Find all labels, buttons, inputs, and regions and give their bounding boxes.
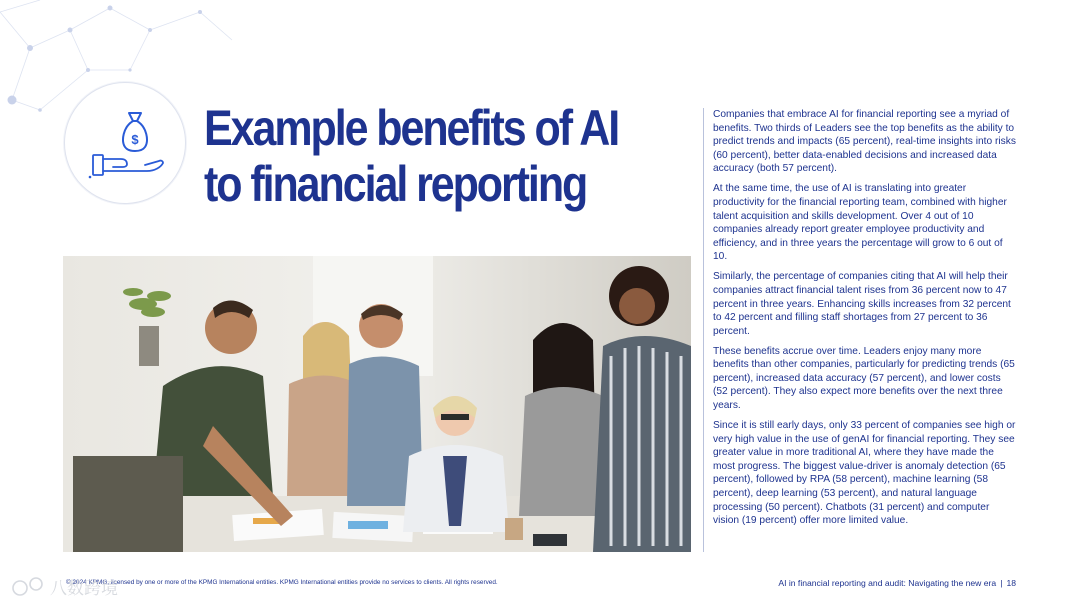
paragraph: Companies that embrace AI for financial reporting see a myriad of benefits. Two thirds of Leaders see the top benefits as the ability to predict trends and impacts (65 percent), real-time insights into risks (60 percent), better data-enabled decisions and increased data accuracy (both 57 percent). <box>713 109 1016 175</box>
team-collaborating-over-documents-photo <box>63 256 691 552</box>
watermark-logo <box>8 570 148 604</box>
paragraph: Similarly, the percentage of companies citing that AI will help their companies attract financial talent rises from 36 percent now to 47 percent in three years. Enhancing skills increases from 32 percent to 42 percent and filling staff shortages from 27 percent to 36 percent. <box>713 271 1011 337</box>
paragraph: Since it is still early days, only 33 percent of companies see high or very high value in the use of genAI for financial reporting. They see greater value in more traditional AI, where they have made the most progress. The biggest value-driver is anomaly detection (65 percent), followed by RPA (58 percent), machine learning (58 percent), deep learning (53 percent), and natural language processing (50 percent). Chatbots (31 percent) and computer vision (19 percent) offer more limited value. <box>713 420 1016 527</box>
paragraph: At the same time, the use of AI is translating into greater productivity for the financial reporting team, combined with higher talent acquisition and skills development. Over 4 out of 10 companies already report greater employee productivity and efficiency, and in three years the percentage will grow to 6 out of 10. <box>713 183 1007 263</box>
copyright-notice: © 2024 KPMG, licensed by one or more of the KPMG International entities. KPMG International entities provide no services to clients. All rights reserved. <box>66 579 498 586</box>
footer-doc-title: AI in financial reporting and audit: Navigating the new era <box>778 578 997 588</box>
footer-doc-info <box>778 578 1016 588</box>
column-divider <box>703 108 704 552</box>
watermark-text: 八数跨境 <box>50 579 118 599</box>
page-number: 18 <box>1006 578 1016 588</box>
body-text <box>713 108 1018 534</box>
page-title <box>204 100 617 212</box>
footer-separator: | <box>1000 578 1003 588</box>
money-bag-on-hand-icon <box>64 82 186 204</box>
title-line-2: to financial reporting <box>204 156 587 212</box>
svg-text:$: $ <box>131 132 139 147</box>
paragraph: These benefits accrue over time. Leaders enjoy many more benefits than other companies, particularly for predicting trends (65 percent), increased data accuracy (57 percent), and lower costs (52 percent). They also expect more benefits over the next three years. <box>713 345 1015 412</box>
title-line-1: Example benefits of AI <box>204 100 619 156</box>
